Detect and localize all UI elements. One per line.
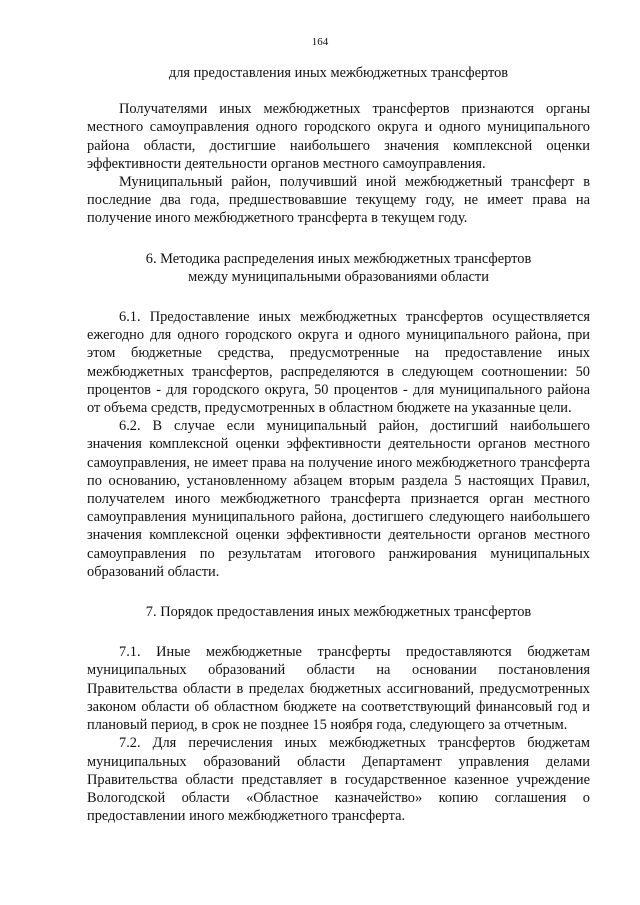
section6-paragraph-1: 6.1. Предоставление иных межбюджетных трансфертов осуществляется ежегодно для одного городского округа и одного муниципального района, при этом бюджетные средства, предусмотренные на предоставление иных межбюджетных трансфертов, распределяются в следующем соотношении: 50 процентов - для городского округа, 50 процентов - для муниципального района от объема средств, предусмотренных в областном бюджете на указанные цели. (87, 309, 590, 417)
section7-paragraph-2: 7.2. Для перечисления иных межбюджетных трансфертов бюджетам муниципальных образований области Департамент управления делами Правительства области представляет в государственное казенное учреждение Вологодской области «Областное казначейство» копию соглашения о предоставлении иного межбюджетного трансферта. (87, 735, 590, 825)
document-body (87, 64, 590, 825)
section5-paragraph-2: Муниципальный район, получивший иной межбюджетный трансферт в последние два года, предшествовавшие текущему году, не имеет права на получение иного межбюджетного трансферта в текущем году. (87, 174, 590, 227)
section6-title-line-2: между муниципальными образованиями области (188, 268, 489, 285)
section5-paragraph-1: Получателями иных межбюджетных трансфертов признаются органы местного самоуправления одного городского округа и одного муниципального района области, достигшие наибольшего значения комплексной оценки эффективности деятельности органов местного самоуправления. (87, 101, 590, 172)
section6-title-line-1: 6. Методика распределения иных межбюджетных трансфертов (145, 250, 532, 267)
section6-title (87, 250, 590, 286)
section7-title (87, 603, 590, 621)
page-number: 164 (311, 36, 329, 48)
section7-paragraph-1: 7.1. Иные межбюджетные трансферты предоставляются бюджетам муниципальных образований области на основании постановления Правительства области в пределах бюджетных ассигнований, предусмотренных законом области об областном бюджете на соответствующий финансовый год и плановый период, в срок не позднее 15 ноября года, следующего за отчетным. (87, 644, 590, 734)
section6-paragraph-2: 6.2. В случае если муниципальный район, достигший наибольшего значения комплексной оценки эффективности деятельности органов местного самоуправления, не имеет права на получение иного межбюджетного трансферта по основанию, установленному абзацем вторым раздела 5 настоящих Правил, получателем иного межбюджетного трансферта признается орган местного самоуправления муниципального района, достигшего следующего наибольшего значения комплексной оценки эффективности деятельности органов местного самоуправления по результатам итогового ранжирования муниципальных образований области. (87, 418, 590, 580)
heading-continuation: для предоставления иных межбюджетных трансфертов (168, 65, 509, 81)
section7-title-line: 7. Порядок предоставления иных межбюджетных трансфертов (145, 604, 532, 621)
